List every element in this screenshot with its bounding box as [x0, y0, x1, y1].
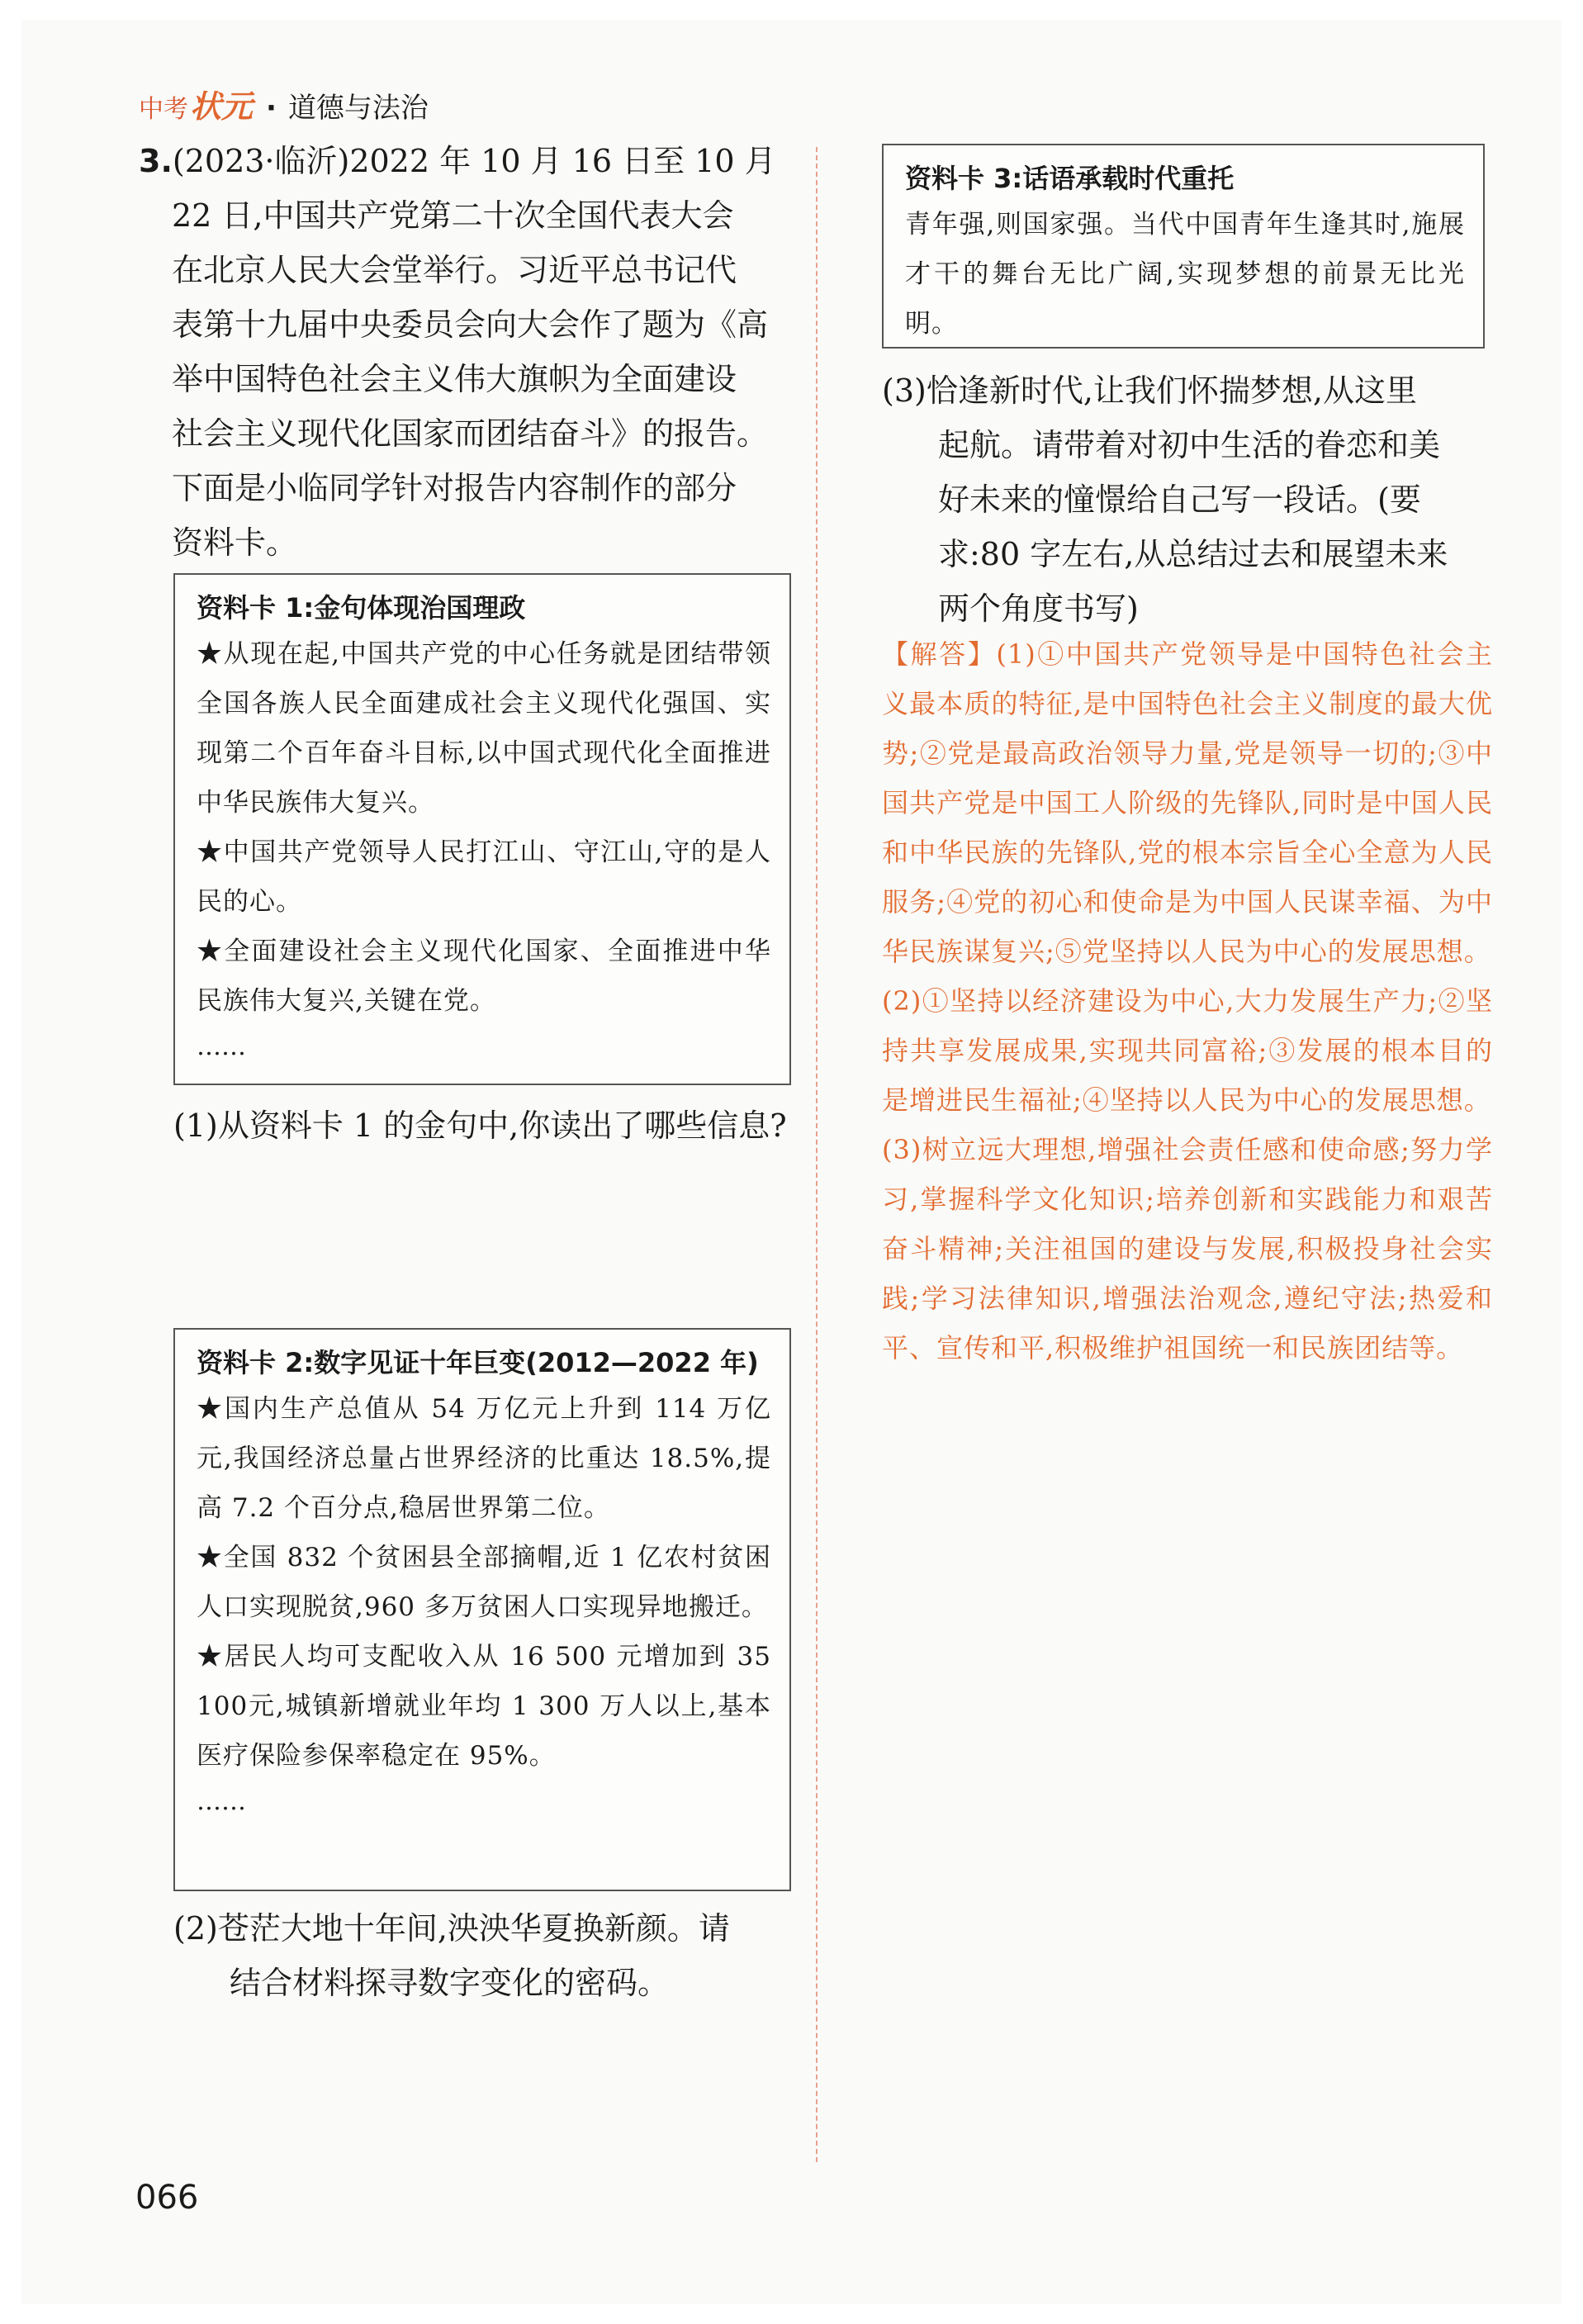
data-card-3 — [882, 144, 1485, 349]
stem-line: 资料卡。 — [172, 524, 298, 561]
sub-question-1 — [173, 1098, 818, 1153]
data-card-2 — [173, 1328, 791, 1891]
sub-question-3-first: (3)恰逢新时代,让我们怀揣梦想,从这里 — [882, 372, 1417, 409]
card-1-title: 资料卡 1:金句体现治国理政 — [197, 592, 526, 624]
stem-line: 举中国特色社会主义伟大旗帜为全面建设 — [172, 361, 737, 397]
sub-question-3-line: 好未来的憧憬给自己写一段话。(要 — [938, 481, 1421, 518]
stem-line: (2023·临沂)2022 年 10 月 16 日至 10 月 — [172, 143, 776, 179]
sub-question-3-line: 求:80 字左右,从总结过去和展望未来 — [938, 536, 1448, 572]
card-3-title: 资料卡 3:话语承载时代重托 — [905, 163, 1235, 194]
page-number: 066 — [135, 2179, 199, 2217]
data-card-1 — [173, 573, 791, 1085]
brand-logo: 状元 — [190, 88, 254, 125]
stem-line: 社会主义现代化国家而团结奋斗》的报告。 — [172, 415, 769, 452]
running-header — [139, 81, 429, 125]
answer-part-1: (1)①中国共产党领导是中国特色社会主义最本质的特征,是中国特色社会主义制度的最大优势;②党是最高政治领导力量,党是领导一切的;③中国共产党是中国工人阶级的先锋队,同时是中国人民和中华民族的先锋队,党的根本宗旨全心全意为人民服务;④党的初心和使命是为中国人民谋幸福、为中华民族谋复兴;⑤党坚持以人民为中心的发展思想。 — [882, 638, 1493, 967]
stem-line: 在北京人民大会堂举行。习近平总书记代 — [172, 252, 737, 288]
stem-line: 22 日,中国共产党第二十次全国代表大会 — [172, 197, 734, 234]
card-2-item: ★全国 832 个贫困县全部摘帽,近 1 亿农村贫困人口实现脱贫,960 多万贫困人口实现异地搬迁。 — [197, 1543, 771, 1622]
question-stem: 3.(2023·临沂)2022 年 10 月 16 日至 10 月 22 日,中国共产党第二十次全国代表大会 在北京人民大会堂举行。习近平总书记代 表第十九届中央委员会向大会作了题为《高 举中国特色社会主义伟大旗帜为全面建设 社会主义现代化国家而团结奋斗》的报告。 下面是小临同学针对报告内容制作的部分 资料卡。 — [139, 134, 799, 570]
card-2-title: 资料卡 2:数字见证十年巨变(2012—2022 年) — [197, 1347, 759, 1378]
stem-line: 表第十九届中央委员会向大会作了题为《高 — [172, 306, 769, 343]
card-1-ellipsis: …… — [197, 1032, 246, 1061]
question-number: 3 — [139, 143, 161, 179]
card-2-item: ★居民人均可支配收入从 16 500 元增加到 35 100元,城镇新增就业年均 1 300 万人以上,基本医疗保险参保率稳定在 95%。 — [197, 1642, 771, 1771]
sub-question-3 — [882, 363, 1510, 636]
stem-line: 下面是小临同学针对报告内容制作的部分 — [172, 470, 737, 506]
answer-part-2: (2)①坚持以经济建设为中心,大力发展生产力;②坚持共享发展成果,实现共同富裕;③发展的根本目的是增进民生福祉;④坚持以人民为中心的发展思想。 — [882, 985, 1493, 1116]
answer-section — [882, 629, 1493, 1373]
answer-tag: 【解答】 — [882, 638, 997, 670]
subject-title: 道德与法治 — [287, 92, 429, 125]
column-divider — [816, 147, 818, 2162]
card-1-item: ★中国共产党领导人民打江山、守江山,守的是人民的心。 — [197, 837, 771, 917]
sub-question-2 — [173, 1901, 809, 2010]
card-2-ellipsis: …… — [197, 1787, 246, 1816]
sub-question-2-cont: 结合材料探寻数字变化的密码。 — [230, 1965, 670, 2001]
card-1-item: ★从现在起,中国共产党的中心任务就是团结带领全国各族人民全面建成社会主义现代化强国、实现第二个百年奋斗目标,以中国式现代化全面推进中华民族伟大复兴。 — [197, 639, 771, 818]
sub-question-2-first: (2)苍茫大地十年间,泱泱华夏换新颜。请 — [173, 1910, 730, 1947]
card-3-body: 青年强,则国家强。当代中国青年生逢其时,施展才干的舞台无比广阔,实现梦想的前景无比光明。 — [905, 210, 1465, 339]
sub-question-1-text: (1)从资料卡 1 的金句中,你读出了哪些信息? — [173, 1107, 787, 1144]
sub-question-3-line: 起航。请带着对初中生活的眷恋和美 — [938, 427, 1441, 463]
answer-part-3: (3)树立远大理想,增强社会责任感和使命感;努力学习,掌握科学文化知识;培养创新和实践能力和艰苦奋斗精神;关注祖国的建设与发展,积极投身社会实践;学习法律知识,增强法治观念,遵纪守法;热爱和平、宣传和平,积极维护祖国统一和民族团结等。 — [882, 1134, 1493, 1364]
sub-question-3-line: 两个角度书写) — [938, 590, 1139, 627]
header-separator: · — [266, 92, 277, 125]
card-1-item: ★全面建设社会主义现代化国家、全面推进中华民族伟大复兴,关键在党。 — [197, 937, 771, 1016]
brand-prefix: 中考 — [139, 95, 188, 124]
card-2-item: ★国内生产总值从 54 万亿元上升到 114 万亿元,我国经济总量占世界经济的比重达 18.5%,提高 7.2 个百分点,稳居世界第二位。 — [197, 1394, 771, 1523]
